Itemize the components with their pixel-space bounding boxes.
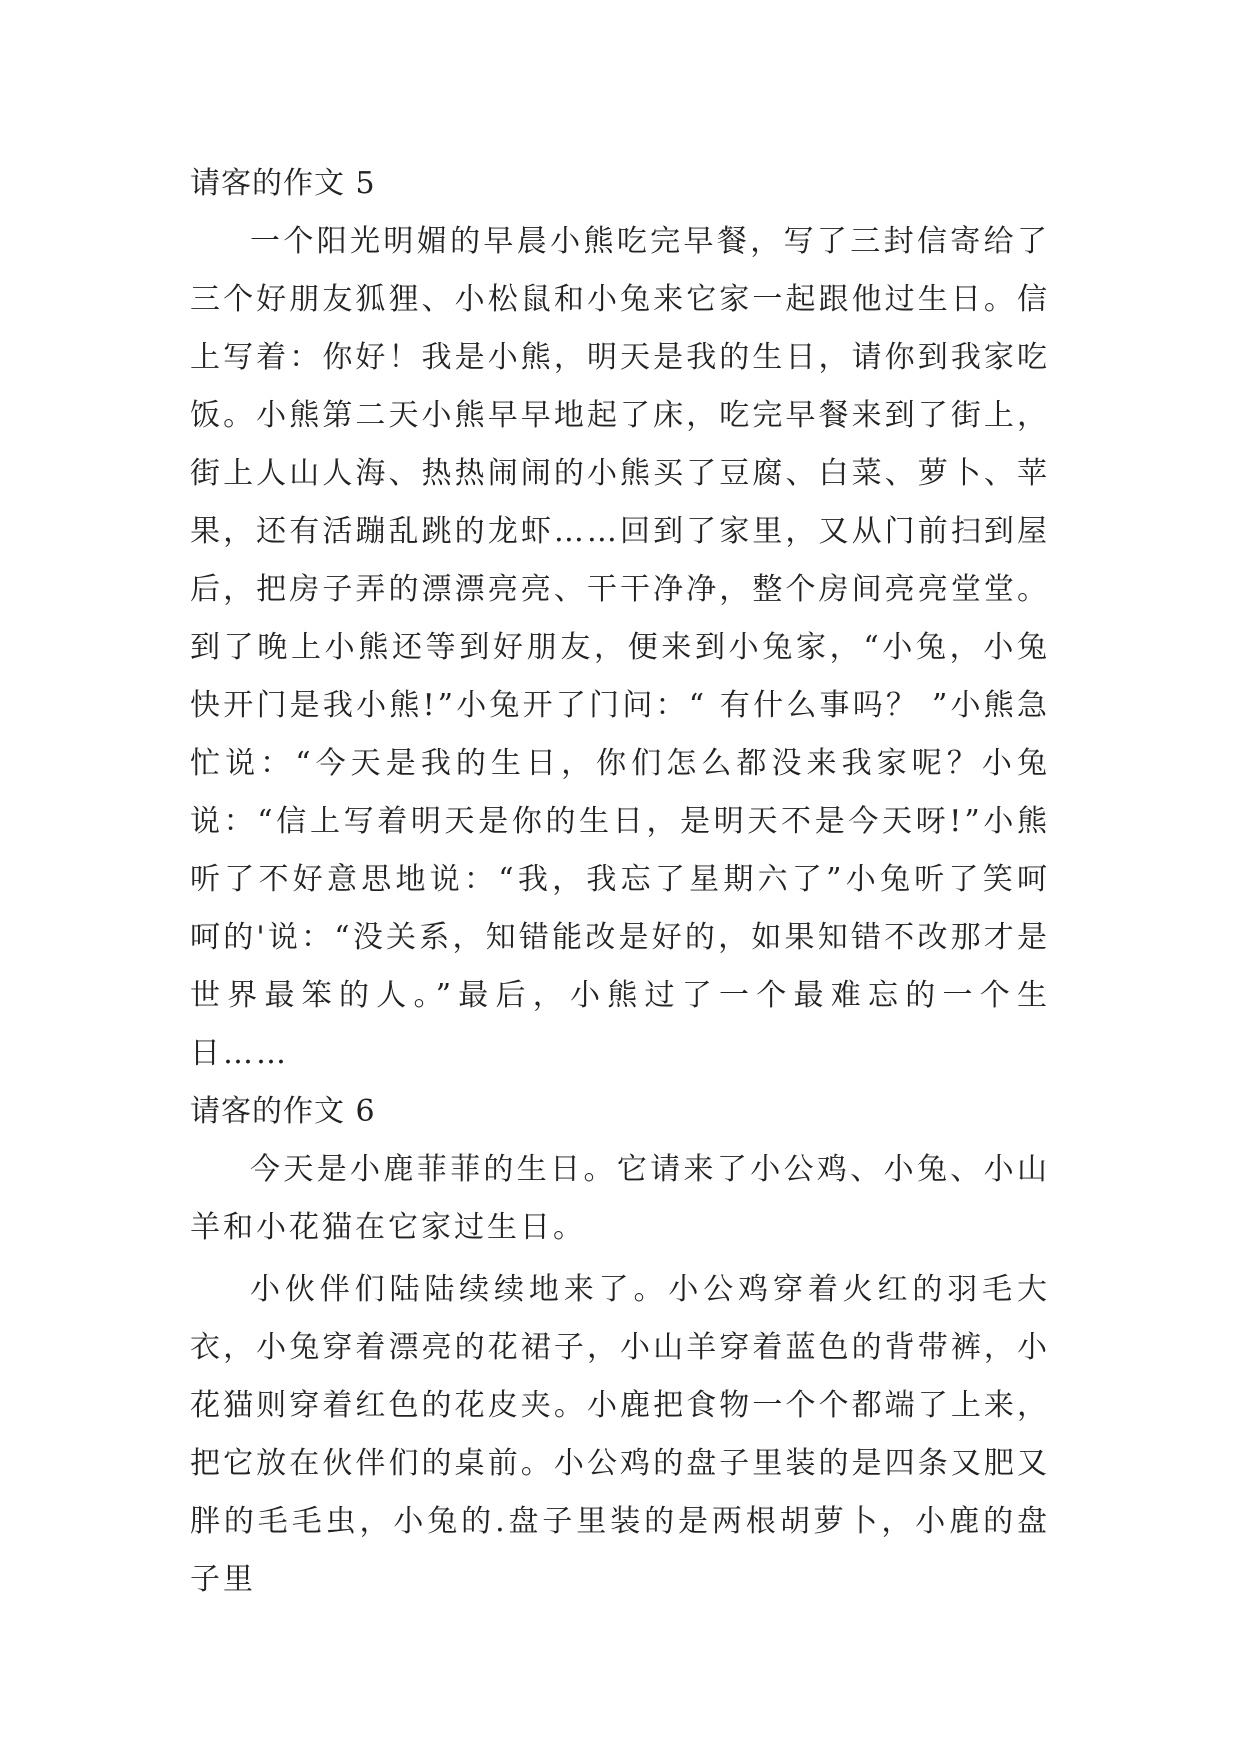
- section-heading-6: 请客的作文 6: [190, 1094, 376, 1129]
- paragraph: 小伙伴们陆陆续续地来了。小公鸡穿着火红的羽毛大衣，小兔穿着漂亮的花裙子，小山羊穿着蓝色的背带裤，小花猫则穿着红色的花皮夹。小鹿把食物一个个都端了上来，把它放在伙伴们的桌前。小公鸡的盘子里装的是四条又肥又胖的毛毛虫，小兔的.盘子里装的是两根胡萝卜，小鹿的盘子里: [190, 1272, 1050, 1597]
- document-body: [190, 155, 1050, 1609]
- paragraph: 今天是小鹿菲菲的生日。它请来了小公鸡、小兔、小山羊和小花猫在它家过生日。: [190, 1152, 1050, 1245]
- paragraph: 一个阳光明媚的早晨小熊吃完早餐，写了三封信寄给了三个好朋友狐狸、小松鼠和小兔来它家一起跟他过生日。信上写着：你好！我是小熊，明天是我的生日，请你到我家吃饭。小熊第二天小熊早早地起了床，吃完早餐来到了街上，街上人山人海、热热闹闹的小熊买了豆腐、白菜、萝卜、苹果，还有活蹦乱跳的龙虾……回到了家里，又从门前扫到屋后，把房子弄的漂漂亮亮、干干净净，整个房间亮亮堂堂。到了晚上小熊还等到好朋友，便来到小兔家，“小兔，小兔快开门是我小熊!”小兔开了门问：“ 有什么事吗？ ”小熊急忙说：“今天是我的生日，你们怎么都没来我家呢？小兔说：“信上写着明天是你的生日，是明天不是今天呀!”小熊听了不好意思地说：“我，我忘了星期六了”小兔听了笑呵呵的'说：“没关系，知错能改是好的，如果知错不改那才是世界最笨的人。”最后，小熊过了一个最难忘的一个生日……: [190, 224, 1050, 1071]
- section-heading-5: 请客的作文 5: [190, 166, 376, 201]
